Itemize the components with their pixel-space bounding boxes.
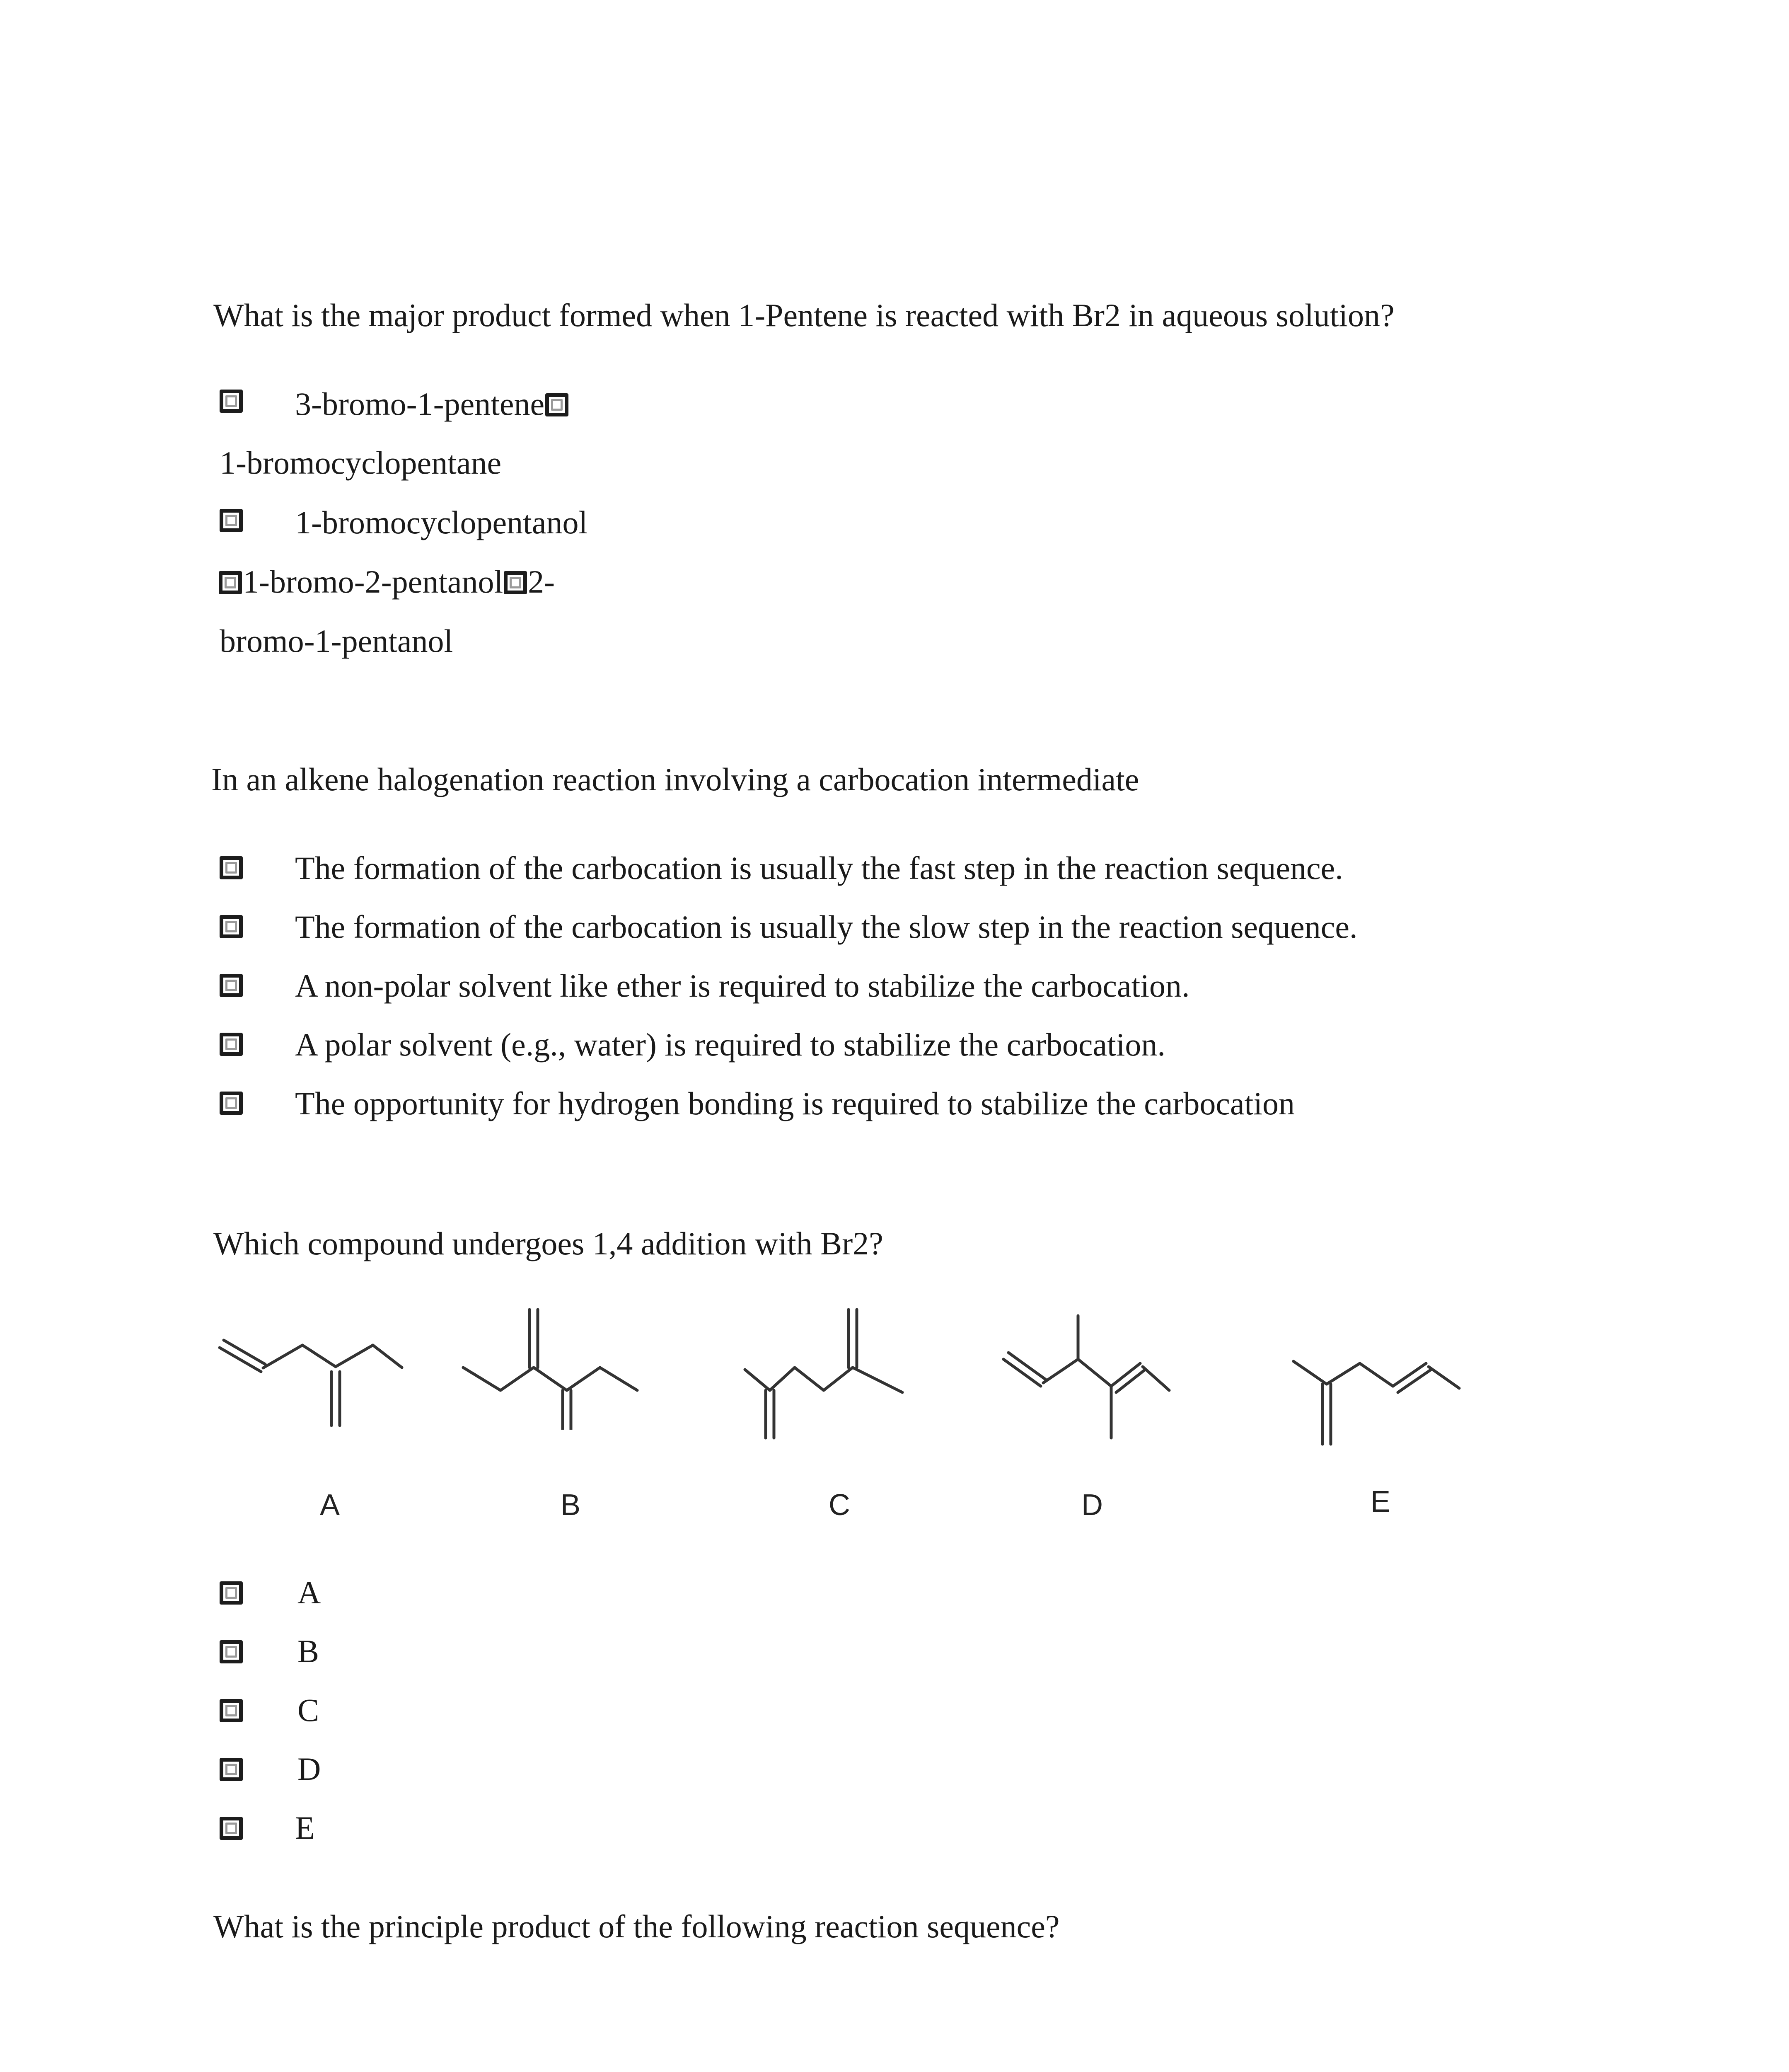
q2-option-4-checkbox[interactable]	[220, 1033, 243, 1056]
question-1-text: What is the major product formed when 1-Pentene is reacted with Br2 in aqueous solution?	[213, 297, 1395, 333]
q3-option-b-checkbox[interactable]	[220, 1640, 243, 1663]
q2-option-2-checkbox[interactable]	[220, 915, 243, 938]
q2-option-2-label: The formation of the carbocation is usually the slow step in the reaction sequence.	[295, 909, 1358, 945]
q1-option-5-checkbox[interactable]	[504, 571, 527, 594]
q3-option-a-label: A	[297, 1574, 321, 1610]
q3-option-e-checkbox[interactable]	[220, 1817, 243, 1840]
q1-option-2-checkbox[interactable]	[545, 393, 568, 416]
structure-b-label: B	[561, 1489, 581, 1522]
structure-e-label: E	[1371, 1485, 1391, 1518]
structure-d-label: D	[1081, 1489, 1103, 1522]
q2-option-3-label: A non-polar solvent like ether is required to stabilize the carbocation.	[295, 968, 1190, 1004]
q1-option-4-checkbox[interactable]	[219, 571, 242, 594]
q3-option-d-label: D	[297, 1751, 321, 1787]
q1-option-2-label: 1-bromocyclopentane	[220, 445, 502, 481]
q3-option-d-checkbox[interactable]	[220, 1758, 243, 1781]
q1-option-3-checkbox[interactable]	[220, 509, 243, 532]
structure-a-label: A	[320, 1489, 340, 1522]
q1-option-5-label-end: bromo-1-pentanol	[220, 623, 453, 659]
structure-e-drawing	[1289, 1347, 1463, 1450]
q2-option-1-checkbox[interactable]	[220, 856, 243, 879]
question-3-text: Which compound undergoes 1,4 addition with Br2?	[213, 1225, 883, 1261]
q2-option-5-checkbox[interactable]	[220, 1092, 243, 1115]
structure-b-drawing	[459, 1305, 641, 1430]
q3-option-b-label: B	[297, 1633, 319, 1669]
q1-option-4-label: 1-bromo-2-pentanol	[243, 564, 503, 600]
q3-option-c-checkbox[interactable]	[220, 1699, 243, 1722]
q1-option-3-label: 1-bromocyclopentanol	[295, 504, 588, 540]
q2-option-5-label: The opportunity for hydrogen bonding is required to stabilize the carbocation	[295, 1085, 1295, 1121]
q2-option-4-label: A polar solvent (e.g., water) is required to stabilize the carbocation.	[295, 1026, 1165, 1063]
structure-d	[999, 1314, 1173, 1442]
q1-option-5-label-start: 2-	[528, 564, 555, 600]
question-2-text: In an alkene halogenation reaction involving a carbocation intermediate	[211, 761, 1139, 797]
structure-e	[1289, 1347, 1463, 1450]
q3-option-c-label: C	[297, 1692, 319, 1728]
q1-option-1-label: 3-bromo-1-pentene	[295, 388, 569, 420]
q2-option-1-label: The formation of the carbocation is usually the fast step in the reaction sequence.	[295, 850, 1343, 886]
q1-option-1-checkbox[interactable]	[220, 390, 243, 413]
structure-b	[459, 1305, 641, 1430]
structure-a-drawing	[215, 1314, 406, 1430]
structure-c	[741, 1305, 907, 1442]
q3-option-a-checkbox[interactable]	[220, 1581, 243, 1605]
question-4-text: What is the principle product of the following reaction sequence?	[213, 1908, 1060, 1944]
structure-d-drawing	[999, 1314, 1173, 1442]
q3-option-e-label: E	[295, 1810, 315, 1846]
q1-option-4-5-line	[218, 566, 555, 598]
structure-c-drawing	[741, 1305, 907, 1442]
structure-a	[215, 1314, 406, 1430]
structure-c-label: C	[829, 1489, 850, 1522]
q2-option-3-checkbox[interactable]	[220, 974, 243, 997]
